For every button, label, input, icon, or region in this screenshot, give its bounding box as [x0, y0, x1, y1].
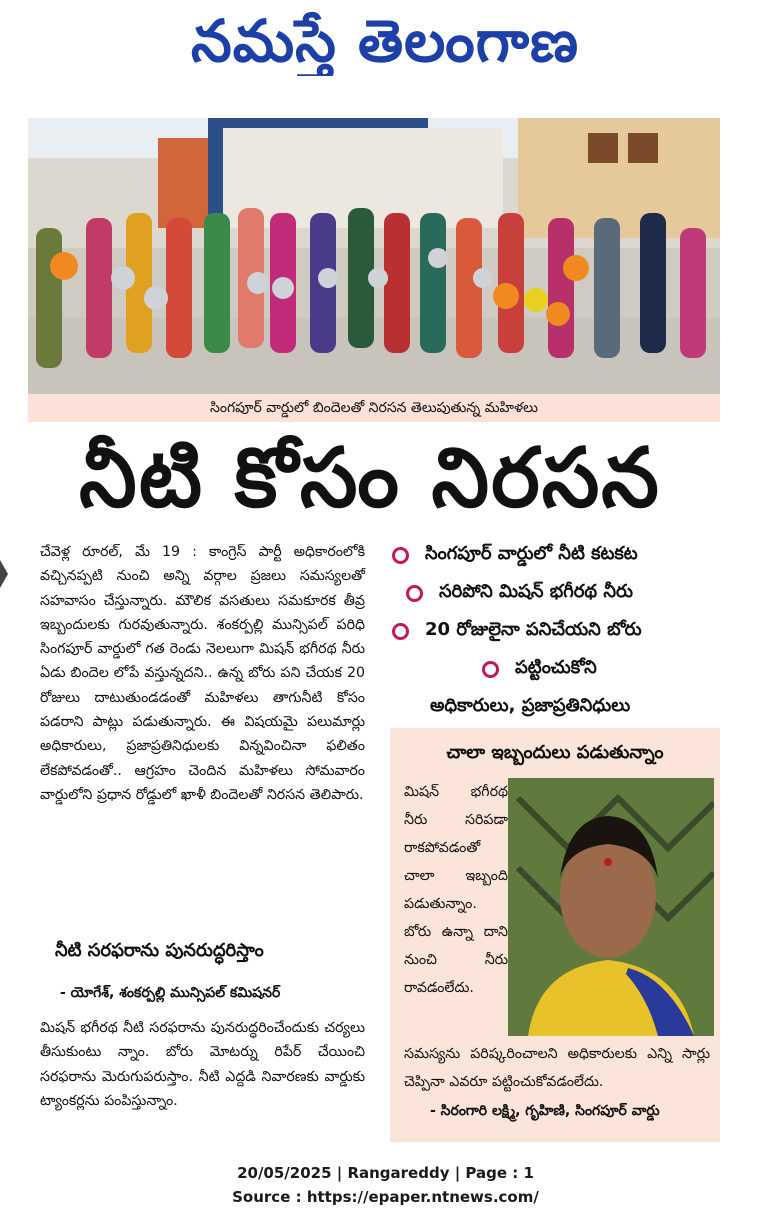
article-headline: నీటి కోసం నిరసన: [79, 431, 661, 526]
newspaper-masthead: నమస్తే తెలంగాణ: [191, 7, 579, 75]
footer-date-edition: 20/05/2025 | Rangareddy | Page : 1: [237, 1164, 534, 1182]
highlight-item: సరిపోని మిషన్ భగీరథ నీరు: [392, 574, 732, 612]
article-body-2: [40, 1016, 365, 1113]
photo-caption: సింగపూర్ వార్డులో బిందెలతో నిరసన తెలుపుతున్న మహిళలు: [28, 394, 720, 422]
quote-short: మిషన్ భగీరథ నీరు సరిపడా రాకపోవడంతో చాలా ఇబ్బంది పడుతున్నాం. బోరు ఉన్నా దాని నుంచి నీరు రావడంలేదు.: [404, 784, 508, 996]
bullet-ring-icon: [392, 547, 409, 564]
highlight-item: 20 రోజులైనా పనిచేయని బోరు: [392, 612, 732, 650]
sub-heading: నీటి సరఫరాను పునరుద్ధరిస్తాం: [55, 940, 264, 961]
bullet-ring-icon: [392, 623, 409, 640]
quote-full: సమస్యను పరిష్కరించాలని అధికారులకు ఎన్ని సార్లు చెప్పినా ఎవరూ పట్టించుకోవడంలేదు.: [404, 1046, 710, 1090]
sidebox-title: చాలా ఇబ్బందులు పడుతున్నాం: [446, 742, 664, 763]
footer-source: Source : https://epaper.ntnews.com/: [232, 1188, 539, 1206]
article-body: [40, 540, 365, 807]
margin-arrow-icon: [0, 560, 8, 588]
article-paragraph: చేవెళ్ల రూరల్, మే 19 : కాంగ్రెస్ పార్టీ అధికారంలోకి వచ్చినప్పటి నుంచి అన్ని వర్గాల ప్రజలు సమస్యలతో సహవాసం చేస్తున్నారు. మౌలిక వసతులు సమకూరక తీవ్ర ఇబ్బందులకు గురవుతున్నారు. శంకర్పల్లి మున్సిపల్ పరిధి సింగపూర్ వార్డులో గత రెండు నెలలుగా మిషన్ భగీరథ నీరు ఏడు బిందెల లోపే వస్తున్నదని.. ఉన్న బోరు పని చేయక 20 రోజులు దాటుతుండడంతో మహిళలు తాగునీటి కోసం పడరాని పాట్లు పడుతున్నారు. ఈ విషయమై పలుమార్లు అధికారులు, ప్రజాప్రతినిధులకు విన్నవించినా ఫలితం లేకపోవడంతో.. ఆగ్రహం చెందిన మహిళలు సోమవారం వార్డులోని ప్రధాన రోడ్డులో ఖాళీ బిందెలతో నిరసన తెలిపారు.: [40, 544, 365, 803]
bullet-ring-icon: [482, 661, 499, 678]
protest-photo: [28, 118, 720, 394]
quote-author: - సిరంగారి లక్ష్మి, గృహిణి, సింగపూర్ వార్డు: [430, 1103, 660, 1119]
person-portrait: [508, 778, 714, 1036]
quote-sidebox: [390, 728, 720, 1142]
highlight-item: సింగపూర్ వార్డులో నీటి కటకట: [392, 536, 732, 574]
article-paragraph-2: మిషన్ భగీరథ నీటి సరఫరాను పునరుద్ధరించేందుకు చర్యలు తీసుకుంటు న్నాం. బోరు మోటర్ను రిపేర్ చేయించి సరఫరాను మెరుగుపరుస్తాం. నీటి ఎద్దడి నివారణకు వార్డుకు ట్యాంకర్లను పంపిస్తున్నాం.: [40, 1020, 365, 1109]
highlights-list: [392, 536, 732, 724]
highlight-continuation: అధికారులు, ప్రజాప్రతినిధులు: [430, 695, 631, 716]
sub-author: - యోగేశ్, శంకర్పల్లి మున్సిపల్ కమిషనర్: [60, 985, 281, 1001]
highlight-item: పట్టించుకోని: [392, 650, 732, 688]
bullet-ring-icon: [406, 585, 423, 602]
